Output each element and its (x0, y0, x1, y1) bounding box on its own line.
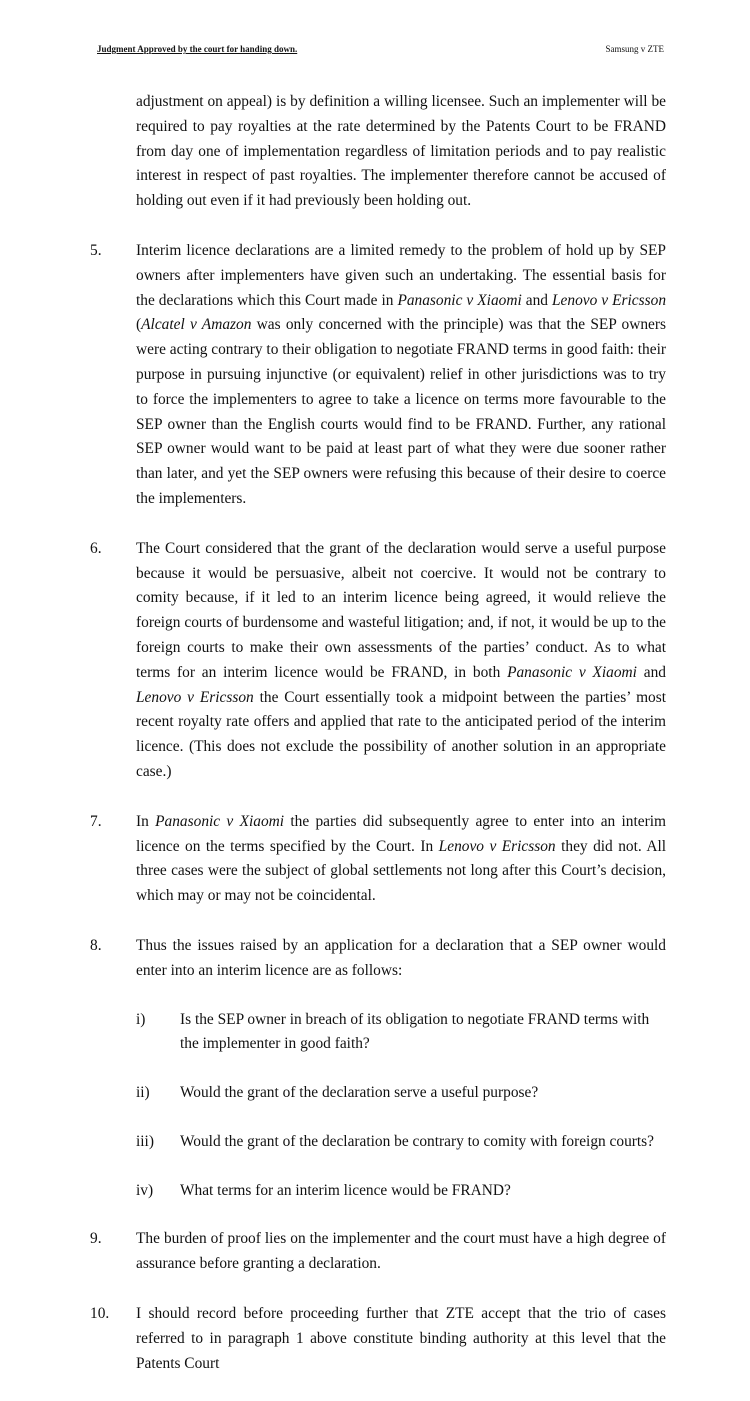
issue-text: Would the grant of the declaration be contrary to comity with foreign courts? (180, 1132, 655, 1150)
case-citation: Lenovo v Ericsson (438, 837, 556, 855)
judgment-body (90, 90, 666, 1401)
numbered-paragraph (90, 239, 666, 512)
text-run: The burden of proof lies on the implementer and the court must have a high degree of assurance before granting a declaration. (136, 1230, 666, 1273)
issue-list-item (136, 1081, 666, 1106)
numbered-paragraph (90, 810, 666, 909)
text-run: the parties did subsequently agree to enter into an interim licence on the terms specified by the Court. In (136, 812, 666, 855)
text-run: The Court considered that the grant of the declaration would serve a useful purpose because it would be persuasive, albeit not coercive. It would not be contrary to comity because, if it led to an interim licence being agreed, it would relieve the foreign courts of burdensome and wasteful litigation; and, if not, it would be up to the foreign courts to make their own assessments of the parties’ conduct. As to what terms for an interim licence would be FRAND, in both (136, 539, 666, 681)
paragraph-list (90, 239, 666, 1376)
text-run: and (521, 291, 552, 309)
header-case-name: Samsung v ZTE (605, 44, 664, 54)
paragraph-number: 10. (90, 1305, 110, 1323)
case-citation: Panasonic v Xiaomi (155, 812, 285, 830)
text-run: the Court essentially took a midpoint between the parties’ most recent royalty rate offers and applied that rate to the anticipated period of the interim licence. (This does not exclude the possibility of another solution in an appropriate case.) (136, 688, 667, 780)
paragraph-text (136, 239, 666, 512)
numbered-paragraph (90, 537, 666, 785)
text-run: was only concerned with the principle) was that the SEP owners were acting contrary to their obligation to negotiate FRAND terms in good faith: their purpose in pursuing injunctive (or equivalent) relief in other jurisdictions was to try to force the implementers to agree to take a licence on terms more favourable to the SEP owner than the English courts would find to be FRAND. Further, any rational SEP owner would want to be paid at least part of what they were due sooner rather than later, and yet the SEP owners were refusing this because of their desire to coerce the implementers. (136, 316, 667, 507)
issue-text: Would the grant of the declaration serve a useful purpose? (180, 1084, 539, 1102)
issue-list (136, 1008, 666, 1204)
case-citation: Panasonic v Xiaomi (397, 291, 522, 309)
issue-list-item (136, 1008, 666, 1058)
paragraph-number: 9. (90, 1230, 102, 1248)
issue-number: iii) (136, 1132, 154, 1150)
paragraph-number: 7. (90, 812, 102, 830)
continued-paragraph: adjustment on appeal) is by definition a willing licensee. Such an implementer will be required to pay royalties at the rate determined by the Patents Court to be FRAND from day one of implementation regardless of limitation periods and to pay realistic interest in respect of past royalties. The implementer therefore cannot be accused of holding out even if it had previously been holding out. (136, 93, 666, 210)
page-header (97, 44, 664, 54)
issue-list-item (136, 1130, 666, 1155)
text-run: and (636, 663, 666, 681)
issue-number: ii) (136, 1084, 150, 1102)
text-run: they did not. All three cases were the subject of global settlements not long after this Court’s decision, which may or may not be coincidental. (136, 837, 667, 905)
text-run: ( (136, 316, 142, 334)
paragraph-text (136, 1227, 666, 1277)
case-citation: Lenovo v Ericsson (551, 291, 667, 309)
text-run: I should record before proceeding further that ZTE accept that the trio of cases referred to in paragraph 1 above constitute binding authority at this level that the Patents Court (136, 1305, 666, 1372)
paragraph-text (136, 934, 666, 984)
numbered-paragraph (90, 1227, 666, 1277)
issue-text: Is the SEP owner in breach of its obligation to negotiate FRAND terms with the implementer in good faith? (180, 1010, 650, 1053)
case-citation: Lenovo v Ericsson (136, 688, 254, 706)
case-citation: Alcatel v Amazon (141, 316, 252, 334)
numbered-paragraph (90, 1302, 666, 1376)
numbered-paragraph (90, 934, 666, 984)
header-approval-note: Judgment Approved by the court for handing down. (97, 44, 298, 54)
paragraph-number: 8. (90, 936, 102, 954)
issue-list-item (136, 1179, 666, 1204)
paragraph-number: 6. (90, 539, 102, 557)
issue-number: iv) (136, 1181, 154, 1199)
paragraph-text (136, 537, 666, 785)
text-run: In (136, 812, 156, 830)
paragraph-text (136, 1302, 666, 1376)
text-run: Interim licence declarations are a limited remedy to the problem of hold up by SEP owners after implementers have given such an undertaking. The essential basis for the declarations which this Court made in (136, 241, 666, 309)
paragraph-number: 5. (90, 241, 102, 259)
paragraph-text (136, 810, 666, 909)
text-run: Thus the issues raised by an application for a declaration that a SEP owner would enter into an interim licence are as follows: (136, 936, 666, 979)
issue-text: What terms for an interim licence would be FRAND? (180, 1181, 511, 1199)
issue-number: i) (136, 1010, 146, 1028)
case-citation: Panasonic v Xiaomi (507, 663, 637, 681)
